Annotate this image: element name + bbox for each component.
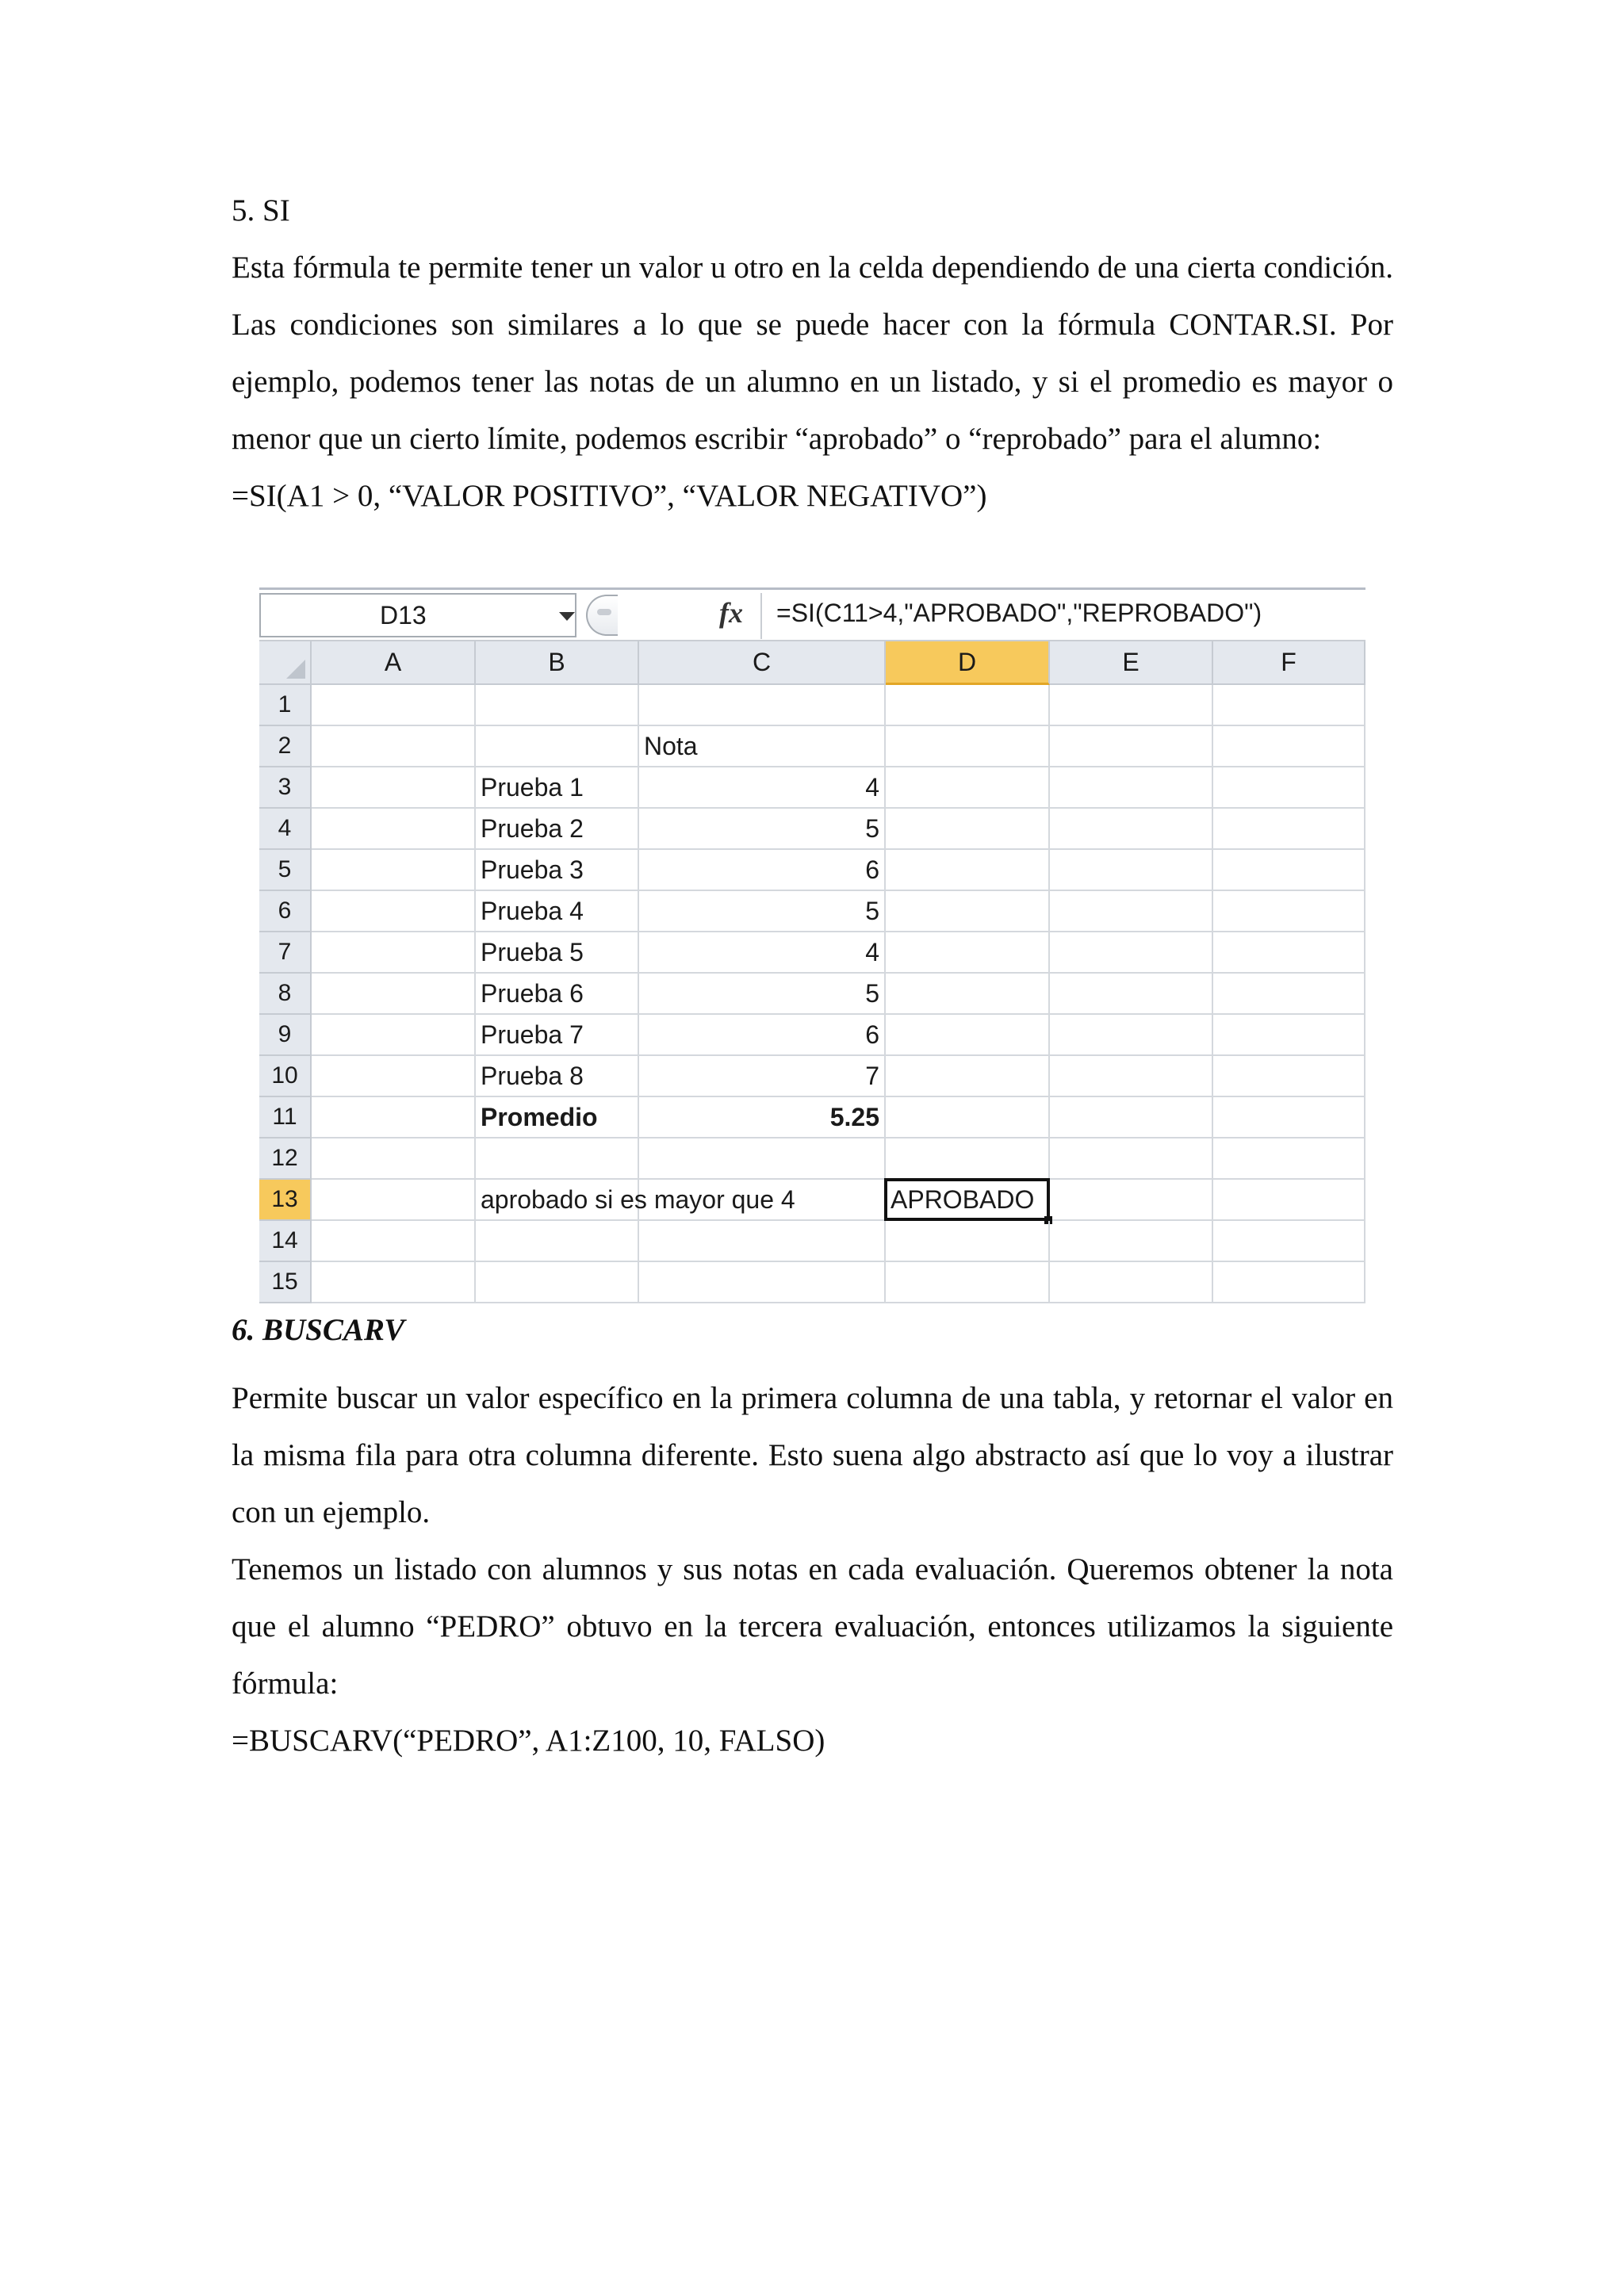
row-header-9[interactable]: 9 (259, 1015, 312, 1056)
cell-d9[interactable] (886, 1015, 1050, 1056)
cell-e1[interactable] (1050, 685, 1213, 726)
cell-c12[interactable] (639, 1138, 886, 1180)
cell-e14[interactable] (1050, 1221, 1213, 1262)
row-header-2[interactable]: 2 (259, 726, 312, 767)
cell-d14[interactable] (886, 1221, 1050, 1262)
cell-c1[interactable] (639, 685, 886, 726)
cell-b9[interactable]: Prueba 7 (476, 1015, 639, 1056)
cell-a6[interactable] (312, 891, 476, 932)
cell-b8[interactable]: Prueba 6 (476, 974, 639, 1015)
splitter-grip-icon (597, 609, 611, 615)
section-5-heading: 5. SI (232, 193, 290, 228)
row-header-3[interactable]: 3 (259, 767, 312, 809)
cell-f13[interactable] (1213, 1180, 1365, 1221)
row-header-14[interactable]: 14 (259, 1221, 312, 1262)
cell-f9[interactable] (1213, 1015, 1365, 1056)
cell-b5[interactable]: Prueba 3 (476, 850, 639, 891)
cell-f2[interactable] (1213, 726, 1365, 767)
cell-e12[interactable] (1050, 1138, 1213, 1180)
dropdown-arrow-icon[interactable] (559, 612, 575, 621)
cell-e11[interactable] (1050, 1097, 1213, 1138)
name-box[interactable] (259, 593, 576, 637)
cell-c4[interactable]: 5 (639, 809, 886, 850)
section-5-formula: =SI(A1 > 0, “VALOR POSITIVO”, “VALOR NEGATIVO”) (232, 479, 987, 513)
cell-f14[interactable] (1213, 1221, 1365, 1262)
cell-f8[interactable] (1213, 974, 1365, 1015)
cell-c15[interactable] (639, 1262, 886, 1303)
cell-c14[interactable] (639, 1221, 886, 1262)
cell-f11[interactable] (1213, 1097, 1365, 1138)
cell-d7[interactable] (886, 932, 1050, 974)
cell-f4[interactable] (1213, 809, 1365, 850)
formula-input[interactable]: =SI(C11>4,"APROBADO","REPROBADO") (776, 599, 1262, 627)
cell-f10[interactable] (1213, 1056, 1365, 1097)
active-cell-outline (884, 1178, 1050, 1221)
row-header-10[interactable]: 10 (259, 1056, 312, 1097)
cell-c6[interactable]: 5 (639, 891, 886, 932)
cell-d8[interactable] (886, 974, 1050, 1015)
cell-d11[interactable] (886, 1097, 1050, 1138)
cell-d2[interactable] (886, 726, 1050, 767)
cell-e2[interactable] (1050, 726, 1213, 767)
cell-e10[interactable] (1050, 1056, 1213, 1097)
cell-c7[interactable]: 4 (639, 932, 886, 974)
spreadsheet-screenshot (259, 587, 1365, 1303)
cell-b11[interactable]: Promedio (476, 1097, 639, 1138)
column-header-f[interactable]: F (1213, 641, 1365, 685)
cell-a15[interactable] (312, 1262, 476, 1303)
row-header-5[interactable]: 5 (259, 850, 312, 891)
cell-a11[interactable] (312, 1097, 476, 1138)
row-header-7[interactable]: 7 (259, 932, 312, 974)
cell-f1[interactable] (1213, 685, 1365, 726)
cell-b3[interactable]: Prueba 1 (476, 767, 639, 809)
formula-bar-splitter[interactable] (586, 595, 618, 636)
cell-e15[interactable] (1050, 1262, 1213, 1303)
column-header-a[interactable]: A (312, 641, 476, 685)
cell-b10[interactable]: Prueba 8 (476, 1056, 639, 1097)
cell-c5[interactable]: 6 (639, 850, 886, 891)
column-header-c[interactable]: C (639, 641, 886, 685)
section-5-body (232, 239, 1393, 525)
cell-b1[interactable] (476, 685, 639, 726)
select-all-corner[interactable] (259, 641, 312, 685)
cell-f3[interactable] (1213, 767, 1365, 809)
cell-b7[interactable]: Prueba 5 (476, 932, 639, 974)
cell-f12[interactable] (1213, 1138, 1365, 1180)
name-box-value: D13 (380, 601, 427, 629)
row-header-1[interactable]: 1 (259, 685, 312, 726)
select-all-icon (286, 660, 305, 679)
cell-e13[interactable] (1050, 1180, 1213, 1221)
cell-f7[interactable] (1213, 932, 1365, 974)
cell-c3[interactable]: 4 (639, 767, 886, 809)
cell-a13[interactable] (312, 1180, 476, 1221)
cell-c9[interactable]: 6 (639, 1015, 886, 1056)
cell-e7[interactable] (1050, 932, 1213, 974)
row-header-4[interactable]: 4 (259, 809, 312, 850)
row-header-6[interactable]: 6 (259, 891, 312, 932)
cell-b15[interactable] (476, 1262, 639, 1303)
cell-b13[interactable]: aprobado si es mayor que 4 (476, 1180, 639, 1221)
cell-a9[interactable] (312, 1015, 476, 1056)
cell-c11[interactable]: 5.25 (639, 1097, 886, 1138)
cell-e3[interactable] (1050, 767, 1213, 809)
cell-b4[interactable]: Prueba 2 (476, 809, 639, 850)
cell-f15[interactable] (1213, 1262, 1365, 1303)
cell-d1[interactable] (886, 685, 1050, 726)
cell-d10[interactable] (886, 1056, 1050, 1097)
section-6-body (232, 1370, 1393, 1770)
insert-function-icon[interactable]: fx (719, 597, 743, 629)
cell-d5[interactable] (886, 850, 1050, 891)
cell-d12[interactable] (886, 1138, 1050, 1180)
row-header-11[interactable]: 11 (259, 1097, 312, 1138)
formula-bar-divider (760, 593, 762, 639)
section-5-paragraph: Esta fórmula te permite tener un valor u otro en la celda dependiendo de una cierta condición. Las condiciones son similares a lo que se puede hacer con la fórmula CONTAR.SI. Por ejemplo, podemos tener las notas de un alumno en un listado, y si el promedio es mayor o menor que un cierto límite, podemos escribir “aprobado” o “reprobado” para el alumno: (232, 251, 1393, 456)
section-6-paragraph-2: Tenemos un listado con alumnos y sus notas en cada evaluación. Queremos obtener la nota que el alumno “PEDRO” obtuvo en la tercera evaluación, entonces utilizamos la siguiente fórmula: (232, 1552, 1393, 1701)
section-6-heading: 6. BUSCARV (232, 1313, 405, 1347)
cell-b12[interactable] (476, 1138, 639, 1180)
cell-a8[interactable] (312, 974, 476, 1015)
cell-d15[interactable] (886, 1262, 1050, 1303)
cell-b6[interactable]: Prueba 4 (476, 891, 639, 932)
cell-a12[interactable] (312, 1138, 476, 1180)
cell-e8[interactable] (1050, 974, 1213, 1015)
cell-f5[interactable] (1213, 850, 1365, 891)
cell-e4[interactable] (1050, 809, 1213, 850)
cell-e5[interactable] (1050, 850, 1213, 891)
cell-e9[interactable] (1050, 1015, 1213, 1056)
cell-a10[interactable] (312, 1056, 476, 1097)
row-header-13[interactable]: 13 (259, 1180, 312, 1221)
cell-a1[interactable] (312, 685, 476, 726)
formula-bar (259, 587, 1365, 641)
column-header-d[interactable]: D (886, 641, 1050, 685)
row-header-12[interactable]: 12 (259, 1138, 312, 1180)
cell-c13[interactable] (639, 1180, 886, 1221)
cell-d6[interactable] (886, 891, 1050, 932)
column-header-b[interactable]: B (476, 641, 639, 685)
cell-a14[interactable] (312, 1221, 476, 1262)
cell-d13[interactable]: APROBADO (886, 1180, 1050, 1221)
row-header-15[interactable]: 15 (259, 1262, 312, 1303)
cell-c2[interactable]: Nota (639, 726, 886, 767)
row-header-8[interactable]: 8 (259, 974, 312, 1015)
column-header-e[interactable]: E (1050, 641, 1213, 685)
cell-a2[interactable] (312, 726, 476, 767)
cell-a5[interactable] (312, 850, 476, 891)
cell-f6[interactable] (1213, 891, 1365, 932)
cell-c8[interactable]: 5 (639, 974, 886, 1015)
cell-a4[interactable] (312, 809, 476, 850)
cell-d3[interactable] (886, 767, 1050, 809)
cell-a7[interactable] (312, 932, 476, 974)
section-6-formula: =BUSCARV(“PEDRO”, A1:Z100, 10, FALSO) (232, 1724, 825, 1758)
cell-b2[interactable] (476, 726, 639, 767)
section-6-paragraph-1: Permite buscar un valor específico en la primera columna de una tabla, y retornar el valor en la misma fila para otra columna diferente. Esto suena algo abstracto así que lo voy a ilustrar con un ejemplo. (232, 1381, 1393, 1529)
cell-d4[interactable] (886, 809, 1050, 850)
cell-e6[interactable] (1050, 891, 1213, 932)
cell-c10[interactable]: 7 (639, 1056, 886, 1097)
cell-a3[interactable] (312, 767, 476, 809)
cell-b14[interactable] (476, 1221, 639, 1262)
